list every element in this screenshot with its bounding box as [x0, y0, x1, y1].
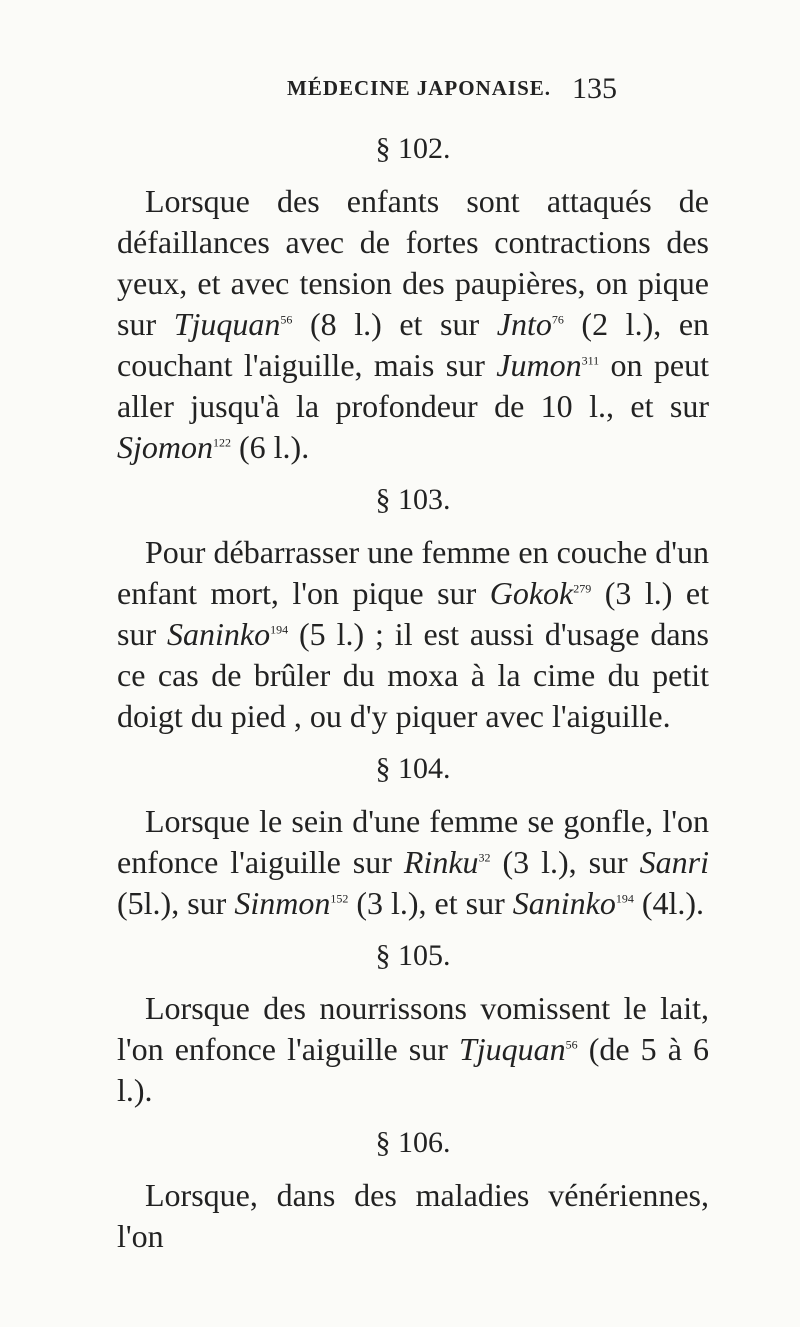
acupoint-name: Tjuquan [458, 1031, 566, 1067]
text-run: Lorsque, dans des maladies vénériennes, l'on [117, 1177, 709, 1254]
paragraph [117, 181, 709, 468]
point-number: 279 [573, 581, 592, 596]
text-run: (2 l.), en couchant l'aiguille, mais sur [117, 306, 710, 383]
acupoint-name: Saninko [167, 616, 271, 652]
text-run: on peut aller jusqu'à la profondeur de 10 l., et sur [117, 347, 710, 424]
page-header [0, 72, 800, 112]
acupoint-name: Jumon [496, 347, 582, 383]
text-run: Lorsque des enfants sont attaqués de défaillances avec de fortes contractions des yeux, et avec tension des paupières, on pique sur [117, 183, 709, 342]
paragraph [117, 1175, 709, 1257]
paragraph [117, 801, 709, 924]
point-number: 56 [565, 1037, 578, 1052]
point-number: 152 [330, 891, 349, 906]
text-run: (3 l.), sur [490, 844, 640, 880]
text-run: (3 l.), et sur [348, 885, 513, 921]
text-run: (de 5 à 6 l.). [117, 1031, 709, 1108]
point-number: 56 [280, 312, 293, 327]
text-run: Pour débarrasser une femme en couche d'un enfant mort, l'on pique sur [117, 534, 709, 611]
section-heading: § 106. [375, 1126, 451, 1159]
body-text [117, 128, 709, 1257]
acupoint-name: Sinmon [234, 885, 331, 921]
text-run: (6 l.). [231, 429, 310, 465]
text-run: (5l.), sur [117, 885, 235, 921]
section-heading: § 105. [375, 939, 451, 972]
section-heading: § 103. [375, 483, 451, 516]
point-number: 194 [270, 622, 289, 637]
point-number: 32 [478, 850, 491, 865]
running-title: MÉDECINE JAPONAISE. [287, 76, 552, 100]
text-run: (4l.). [633, 885, 705, 921]
acupoint-name: Sanri [639, 844, 710, 880]
text-run: (3 l.) et sur [117, 575, 710, 652]
text-run: (8 l.) et sur [292, 306, 497, 342]
paragraph [117, 988, 709, 1111]
acupoint-name: Tjuquan [173, 306, 281, 342]
paragraph [117, 532, 709, 737]
acupoint-name: Saninko [512, 885, 616, 921]
point-number: 76 [551, 312, 564, 327]
text-run: Lorsque le sein d'une femme se gonfle, l'on enfonce l'aiguille sur [117, 803, 709, 880]
section-heading: § 102. [375, 132, 451, 165]
acupoint-name: Sjomon [117, 429, 213, 465]
point-number: 194 [615, 891, 634, 906]
text-run: Lorsque des nourrissons vomissent le lait, l'on enfonce l'aiguille sur [117, 990, 709, 1067]
point-number: 122 [213, 435, 231, 450]
acupoint-name: Rinku [403, 844, 479, 880]
section-heading: § 104. [375, 752, 451, 785]
acupoint-name: Gokok [489, 575, 574, 611]
page-number: 135 [572, 72, 617, 105]
text-run: (5 l.) ; il est aussi d'usage dans ce cas de brûler du moxa à la cime du petit doigt du pied , ou d'y piquer avec l'aiguille. [117, 616, 710, 734]
acupoint-name: Jnto [496, 306, 552, 342]
point-number: 311 [581, 353, 600, 368]
